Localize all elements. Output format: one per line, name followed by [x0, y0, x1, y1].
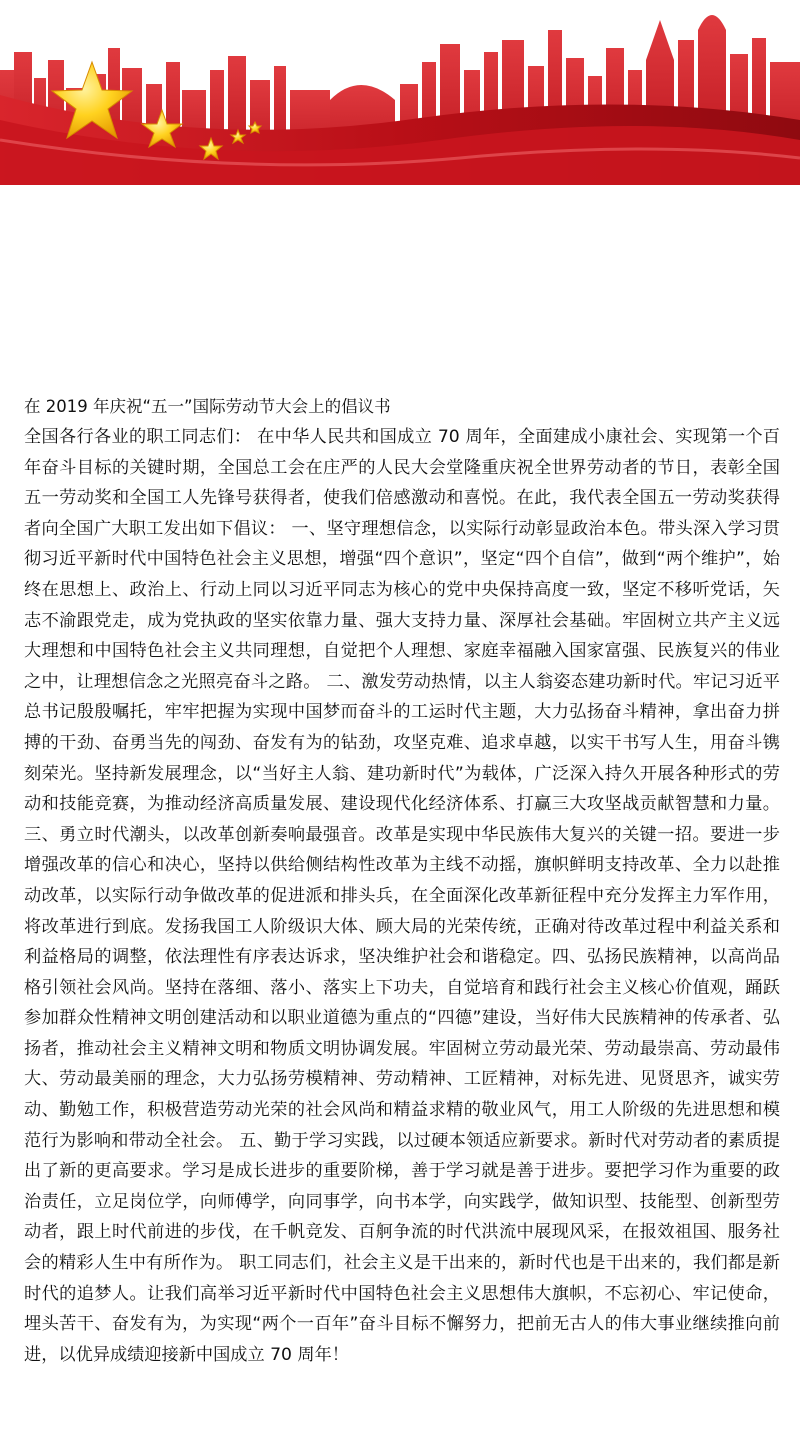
document-body: 全国各行各业的职工同志们： 在中华人民共和国成立 70 周年，全面建成小康社会、实现第一个百年奋斗目标的关键时期，全国总工会在庄严的人民大会堂隆重庆祝全世界劳动者的节日，表彰全国五一劳动奖和全国工人先锋号获得者，使我们倍感激动和喜悦。在此，我代表全国五一劳动奖获得者向全国广大职工发出如下倡议： 一、坚守理想信念，以实际行动彰显政治本色。带头深入学习贯彻习近平新时代中国特色社会主义思想，增强“四个意识”，坚定“四个自信”，做到“两个维护”，始终在思想上、政治上、行动上同以习近平同志为核心的党中央保持高度一致，坚定不移听党话，矢志不渝跟党走，成为党执政的坚实依靠力量、强大支持力量、深厚社会基础。牢固树立共产主义远大理想和中国特色社会主义共同理想，自觉把个人理想、家庭幸福融入国家富强、民族复兴的伟业之中，让理想信念之光照亮奋斗之路。 二、激发劳动热情，以主人翁姿态建功新时代。牢记习近平总书记殷殷嘱托，牢牢把握为实现中国梦而奋斗的工运时代主题，大力弘扬奋斗精神，拿出奋力拼搏的干劲、奋勇当先的闯劲、奋发有为的钻劲，攻坚克难、追求卓越，以实干书写人生，用奋斗镌刻荣光。坚持新发展理念，以“当好主人翁、建功新时代”为载体，广泛深入持久开展各种形式的劳动和技能竞赛，为推动经济高质量发展、建设现代化经济体系、打赢三大攻坚战贡献智慧和力量。三、勇立时代潮头，以改革创新奏响最强音。改革是实现中华民族伟大复兴的关键一招。要进一步增强改革的信心和决心，坚持以供给侧结构性改革为主线不动摇，旗帜鲜明支持改革、全力以赴推动改革，以实际行动争做改革的促进派和排头兵，在全面深化改革新征程中充分发挥主力军作用，将改革进行到底。发扬我国工人阶级识大体、顾大局的光荣传统，正确对待改革过程中利益关系和利益格局的调整，依法理性有序表达诉求，坚决维护社会和谐稳定。四、弘扬民族精神，以高尚品格引领社会风尚。坚持在落细、落小、落实上下功夫，自觉培育和践行社会主义核心价值观，踊跃参加群众性精神文明创建活动和以职业道德为重点的“四德”建设，当好伟大民族精神的传承者、弘扬者，推动社会主义精神文明和物质文明协调发展。牢固树立劳动最光荣、劳动最崇高、劳动最伟大、劳动最美丽的理念，大力弘扬劳模精神、劳动精神、工匠精神，对标先进、见贤思齐，诚实劳动、勤勉工作，积极营造劳动光荣的社会风尚和精益求精的敬业风气，用工人阶级的先进思想和模范行为影响和带动全社会。 五、勤于学习实践，以过硬本领适应新要求。新时代对劳动者的素质提出了新的更高要求。学习是成长进步的重要阶梯，善于学习就是善于进步。要把学习作为重要的政治责任，立足岗位学，向师傅学，向同事学，向书本学，向实践学，做知识型、技能型、创新型劳动者，跟上时代前进的步伐，在千帆竞发、百舸争流的时代洪流中展现风采，在报效祖国、服务社会的精彩人生中有所作为。 职工同志们，社会主义是干出来的，新时代也是干出来的，我们都是新时代的追梦人。让我们高举习近平新时代中国特色社会主义思想伟大旗帜，不忘初心、牢记使命，埋头苦干、奋发有为，为实现“两个一百年”奋斗目标不懈努力，把前无古人的伟大事业继续推向前进，以优异成绩迎接新中国成立 70 周年！ — [24, 427, 780, 1365]
red-skyline-banner — [0, 0, 800, 185]
document-title: 在 2019 年庆祝“五一”国际劳动节大会上的倡议书 — [24, 397, 391, 416]
proposal-document — [24, 392, 780, 1370]
